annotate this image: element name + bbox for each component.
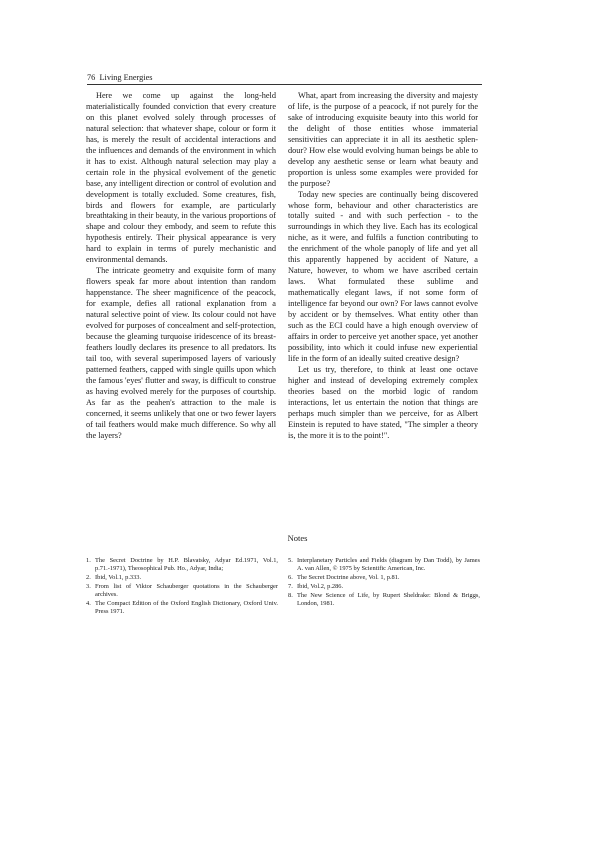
note-number: 6. [288,574,293,582]
paragraph: The intricate geometry and exquisite form of many flowers speak far more about intention than random happenstance. The sheer magnificence of the peacock, for example, defies all rational explanation from a natural selective point of view. Its colour could not have evolved for purposes of concealment and self-protection, because the gleaming turquoise iridescence of its breast-feathers loudly declares its presence to all predators. Its tail too, with several superimposed layers of variously patterned feathers, capped with single quills upon which the famous 'eyes' flutter and sway, is difficult to construe as having evolved merely for the purposes of courtship. As far as the peahen's attraction to the male is concerned, it seems unlikely that one or two fewer layers of tail feathers would make much difference. So why all the layers? [86,266,276,440]
note-number: 8. [288,591,293,599]
note-item [288,557,480,574]
page-number: 76 [87,73,96,82]
note-item [86,600,278,617]
note-item [288,583,480,591]
note-text: The Secret Doctrine above, Vol. 1, p.81. [297,574,400,582]
paragraph: Today new species are continually being discovered whose form, behaviour and other characteristics are totally suited - and with such perfection - to the surroundings in which they live. Each has its ecological niche, as it were, and fulfils a function contributing to the enrichment of the whole panoply of life and yet all this apparently happened by accident of Nature, a Nature, however, to whom we have ascribed certain laws. What formulated these sublime and mathematically elegant laws, if not some form of intelligence far beyond our own? For laws cannot evolve by accident or by themselves. What entity other than such as the ECI could have a high enough overview of affairs in order to perceive yet another space, yet another possibility, into which it could infuse new experiential life in the form of an ideally suited creative design? [288,189,478,363]
note-number: 1. [86,557,91,564]
note-item [86,583,278,600]
running-title: Living Energies [99,73,153,82]
paragraph: What, apart from increasing the diversity and majesty of life, is the purpose of a peacock, if not purely for the sake of introducing exquisite beauty into this world for the delight of those entities whose immaterial sensitivities can appreciate it in all its aesthetic splendour? How else would evolving human beings be able to develop any aesthetic sense or learn what beauty and proportion is unless some examples were provided for the purpose? [288,91,478,188]
body-column-right [288,91,478,442]
notes-list-left [86,557,278,617]
paragraph: Let us try, therefore, to think at least one octave higher and instead of developing extremely complex theories based on the morbid logic of random interactions, let us entertain the notion that things are perhaps much simpler than we perceive, for as Albert Einstein is reputed to have stated, "The simpler a theory is, the more it is to the point!". [288,364,478,440]
note-text: The Secret Doctrine by H.P. Blavatsky, Adyar Ed.1971, Vol.1, p.71.-1971), Theosophical Pub. Ho., Adyar, India; [95,557,278,573]
note-number: 7. [288,582,293,590]
note-item [86,557,278,574]
note-text: From list of Viktor Schauberger quotations in the Schauberger archives. [95,582,278,599]
note-text: Ibid, Vol.1, p.333. [95,574,142,582]
note-number: 3. [86,582,91,590]
note-item [288,592,480,609]
note-number: 5. [288,557,293,564]
note-text: Ibid, Vol.2, p.286. [297,582,344,590]
paragraph: Here we come up against the long-held materialistically founded conviction that every creature on this planet evolved solely through processes of natural selection: that whatever shape, colour or form it has, is merely the result of accidental interactions and the influences and demands of the environment in which it has to exist. Although natural selection may play a certain role in the physical evolvement of the genetic base, any intelligent direction or control of evolution and development is totally excluded. Some creatures, fish, birds and flowers for example, are particularly breathtaking in their beauty, in the various proportions of shape and colour they embody, and seem to refute this hypothesis entirely. Their physical appearance is very hard to explain in terms of purely mechanistic and environmental demands. [86,91,276,265]
note-text: Interplanetary Particles and Fields (diagram by Dan Todd), by James A. van Allen, © 1975 by Scientific American, Inc. [297,557,480,573]
notes-heading: Notes [287,533,308,543]
note-item [86,574,278,582]
body-column-left [86,91,276,442]
running-header [87,73,482,85]
note-text: The Compact Edition of the Oxford English Dictionary, Oxford Univ. Press 1971. [95,599,278,616]
notes-list-right [288,557,480,609]
note-text: The New Science of Life, by Rupert Sheldrake: Blond & Briggs, London, 1981. [297,591,480,607]
note-item [288,574,480,582]
note-number: 4. [86,599,91,607]
note-number: 2. [86,574,91,582]
